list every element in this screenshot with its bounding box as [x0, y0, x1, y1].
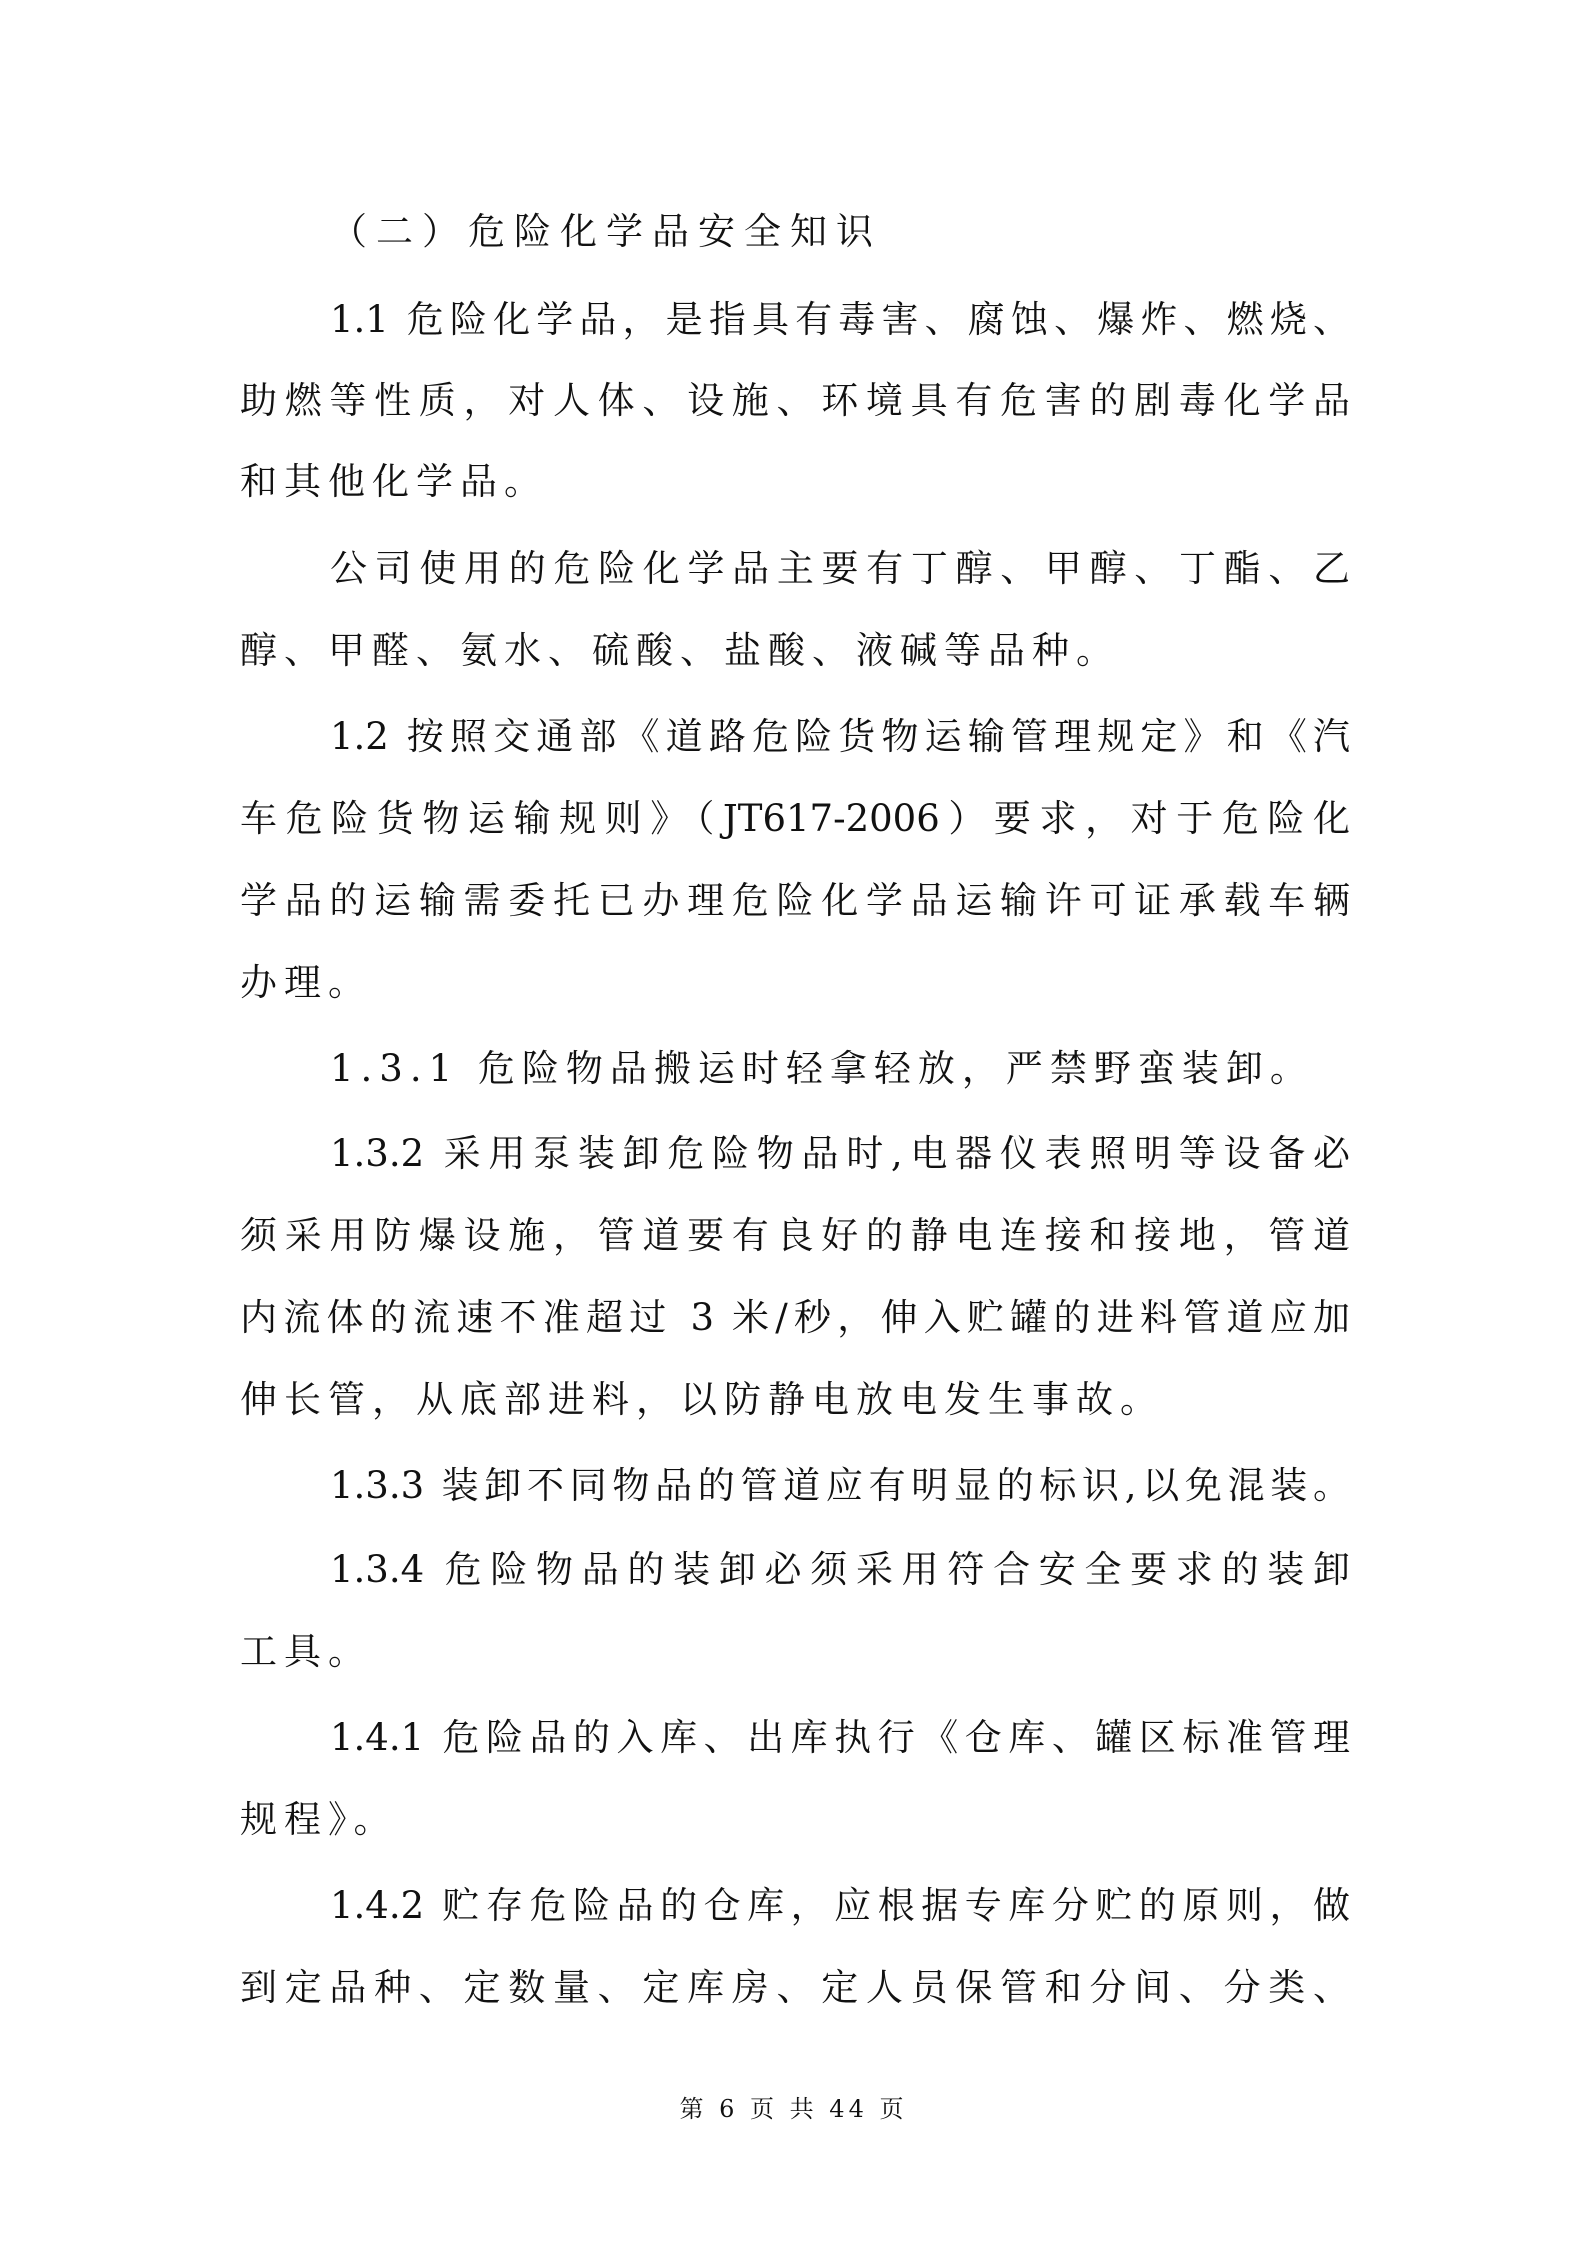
paragraph-line: 和其他化学品。	[240, 460, 548, 503]
page-number-footer: 第 6 页 共 44 页	[679, 2095, 908, 2123]
paragraph-line: 工具。	[240, 1630, 372, 1673]
paragraph-line: 1.2 按照交通部《道路危险货物运输管理规定》和《汽	[330, 715, 1350, 758]
paragraph-line: 到定品种、定数量、定库房、定人员保管和分间、分类、	[240, 1966, 1350, 2009]
paragraph-line: 1.4.2 贮存危险品的仓库，应根据专库分贮的原则，做	[330, 1884, 1350, 1927]
paragraph-line: 办理。	[240, 961, 372, 1004]
paragraph-line: 车危险货物运输规则》（JT617-2006）要求，对于危险化	[240, 797, 1350, 840]
paragraph-line: 规程》。	[240, 1798, 398, 1841]
paragraph-line: 公司使用的危险化学品主要有丁醇、甲醇、丁酯、乙	[330, 547, 1350, 590]
paragraph-line: 1.3.2 采用泵装卸危险物品时,电器仪表照明等设备必	[330, 1132, 1350, 1175]
paragraph-line: 伸长管，从底部进料，以防静电放电发生事故。	[240, 1378, 1164, 1421]
paragraph-line: 1.3.4 危险物品的装卸必须采用符合安全要求的装卸	[330, 1548, 1350, 1591]
paragraph-line: 1.3.1 危险物品搬运时轻拿轻放，严禁野蛮装卸。	[330, 1047, 1314, 1090]
paragraph-line: 内流体的流速不准超过 3 米/秒，伸入贮罐的进料管道应加	[240, 1296, 1350, 1339]
paragraph-line: 须采用防爆设施，管道要有良好的静电连接和接地，管道	[240, 1214, 1350, 1257]
paragraph-line: 1.1 危险化学品，是指具有毒害、腐蚀、爆炸、燃烧、	[330, 298, 1350, 341]
paragraph-line: 1.3.3 装卸不同物品的管道应有明显的标识,以免混装。	[330, 1464, 1350, 1507]
paragraph-line: 醇、甲醛、氨水、硫酸、盐酸、液碱等品种。	[240, 629, 1120, 672]
paragraph-line: 学品的运输需委托已办理危险化学品运输许可证承载车辆	[240, 879, 1350, 922]
section-heading: （二）危险化学品安全知识	[330, 210, 882, 253]
paragraph-line: 助燃等性质，对人体、设施、环境具有危害的剧毒化学品	[240, 379, 1350, 422]
paragraph-line: 1.4.1 危险品的入库、出库执行《仓库、罐区标准管理	[330, 1716, 1350, 1759]
